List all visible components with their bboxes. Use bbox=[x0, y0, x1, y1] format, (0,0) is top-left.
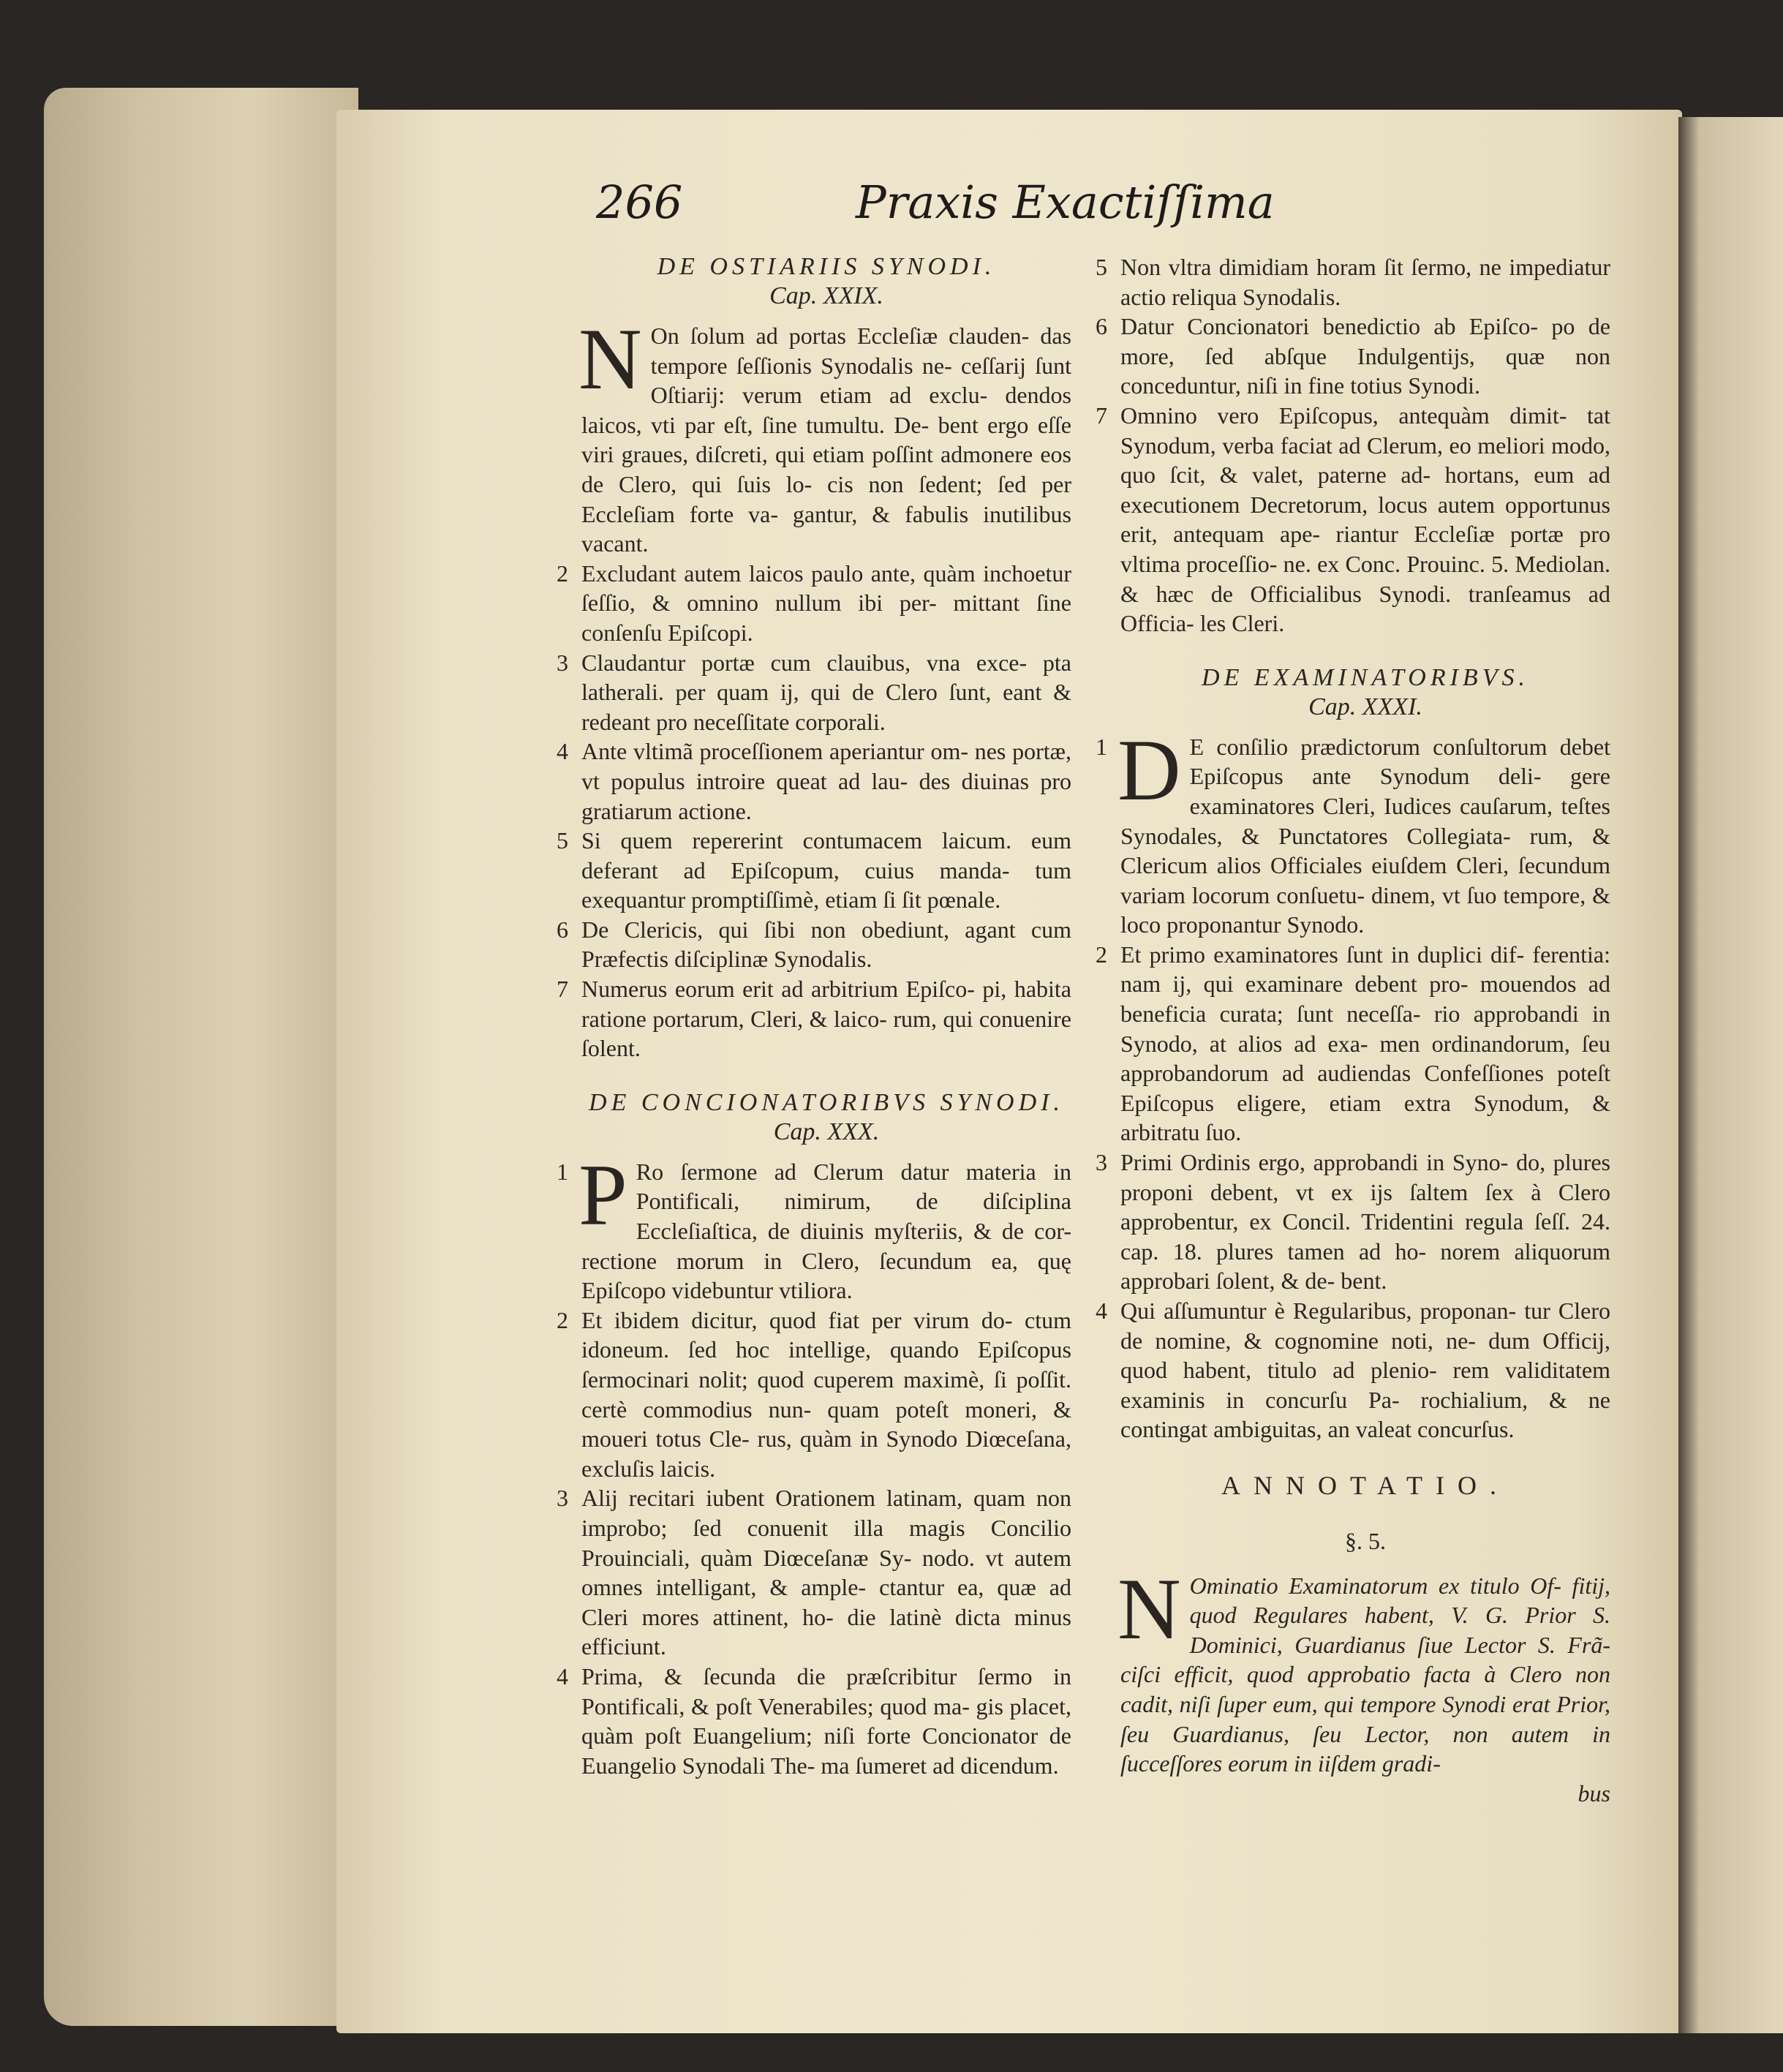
left-column bbox=[557, 252, 1071, 1780]
paragraph-text: Excludant autem laicos paulo ante, quàm inchoetur ſeſſio, & omnino nullum ibi per- mittant ſine conſenſu Epiſcopi. bbox=[581, 560, 1071, 646]
drop-cap: N bbox=[1117, 1559, 1181, 1657]
paragraph-number: 7 bbox=[1096, 402, 1107, 429]
paragraph-number: 4 bbox=[557, 738, 568, 765]
paragraph bbox=[1096, 940, 1610, 1148]
paragraph bbox=[1096, 720, 1610, 940]
section-cap-xxix: Cap. XXIX. bbox=[769, 282, 883, 309]
paragraph-text: E conſilio prædictorum conſultorum debet Epiſcopus ante Synodum deli- gere examinatores Cleri, Iudices cauſarum, teſtes Synodales, & Punctatores Collegiata- rum, & Clericum alios Officiales eiuſdem Cleri, ſecundum variam locorum conſuetu- dinem, vt ſuo tempore, & loco proponantur Synodo. bbox=[1120, 733, 1610, 938]
page-number: 266 bbox=[596, 176, 683, 229]
paragraph-text: Claudantur portæ cum clauibus, vna exce- pta latherali. per quam ij, qui de Clero ſunt, eant & redeant pro neceſſitate corporali. bbox=[581, 649, 1071, 735]
paragraph-text: Ominatio Examinatorum ex titulo Of- fitij, quod Regulares habent, V. G. Prior S. Dominici, Guardianus ſiue Lector S. Frã- ciſci efficit, quod approbatio facta à Clero non cadit, niſi ſuper eum, qui tempore Synodi erat Prior, ſeu Guardianus, ſeu Lector, non autem in ſucceſſores eorum in iiſdem gradi- bbox=[1120, 1572, 1610, 1777]
section-title-concionatoribus: DE CONCIONATORIBVS SYNODI. bbox=[589, 1088, 1064, 1116]
paragraph-text: Et primo examinatores ſunt in duplici dif- ferentia: nam ij, qui examinare debent pro- mouendos ad beneficia curata; ſunt neceſſa- rio approbandi in Synodo, at alios ad exa- men ordinandorum, ſeu approbandorum ad audiendas Confeſſiones poteſt Epiſcopus eligere, etiam extra Synodum, & arbitratu ſuo. bbox=[1120, 941, 1610, 1146]
paragraph-text: Numerus eorum erit ad arbitrium Epiſco- pi, habita ratione portarum, Cleri, & laico- rum, qui conuenire ſolent. bbox=[581, 976, 1071, 1062]
paragraph-text: Si quem repererint contumacem laicum. eum deferant ad Epiſcopum, cuius manda- tum exequantur promptiſſimè, etiam ſi ſit pœnale. bbox=[581, 827, 1071, 913]
right-column bbox=[1096, 252, 1610, 1808]
drop-cap: P bbox=[578, 1145, 627, 1243]
paragraph-number: 3 bbox=[1096, 1149, 1107, 1176]
paragraph-number: 2 bbox=[557, 1306, 568, 1333]
paragraph-number: 1 bbox=[1096, 733, 1107, 760]
section-cap-xxx: Cap. XXX. bbox=[773, 1118, 880, 1145]
paragraph-text: De Clericis, qui ſibi non obediunt, agant cum Præfectis diſciplinæ Synodalis. bbox=[581, 916, 1071, 973]
drop-cap: D bbox=[1117, 720, 1181, 818]
paragraph-number: 5 bbox=[1096, 254, 1107, 280]
spacer bbox=[581, 1063, 1071, 1088]
drop-cap: N bbox=[578, 310, 642, 407]
paragraph bbox=[557, 1483, 1071, 1662]
paragraph-text: Ante vltimã proceſſionem aperiantur om- nes portæ, vt populus introire queat ad lau- des diuinas pro gratiarum actione. bbox=[581, 738, 1071, 824]
annotatio-section-mark: §. 5. bbox=[1345, 1527, 1386, 1554]
paragraph-text: Ro ſermone ad Clerum datur materia in Pontificali, nimirum, de diſciplina Eccleſiaſtica, de diuinis myſteriis, & de cor- rectione morum in Clero, ſecundum ea, quę Epiſcopo videbuntur vtiliora. bbox=[581, 1158, 1071, 1304]
paragraph-text: Alij recitari iubent Orationem latinam, quam non improbo; ſed conuenit illa magis Concilio Prouinciali, quàm Diœceſanæ Sy- nodo. vt autem omnes intelligant, & ample- ctantur ea, quæ ad Cleri mores attinent, ho- die latinè dicta minus efficiunt. bbox=[581, 1485, 1071, 1660]
paragraph-text: Et ibidem dicitur, quod fiat per virum do- ctum idoneum. ſed hoc intellige, quando Epiſcopus ſermocinari nolit; quod cuperem maximè, ſi poſſit. certè commodius nun- quam poteſt moneri, & moueri totus Cle- rus, quàm in Synodo Diœceſana, excluſis laicis. bbox=[581, 1306, 1071, 1482]
paragraph bbox=[557, 974, 1071, 1063]
paragraph-text: Omnino vero Epiſcopus, antequàm dimit- tat Synodum, verba faciat ad Clerum, eo meliori modo, quo ſcit, & valet, paterne ad- hortans, eum ad executionem Decretorum, locus autem opportunus erit, antequam ape- riantur Eccleſiæ portæ pro vltima proceſſio- ne. ex Conc. Prouinc. 5. Mediolan. & hæc de Officialibus Synodi. tranſeamus ad Officia- les Cleri. bbox=[1120, 402, 1610, 637]
paragraph bbox=[578, 310, 1071, 559]
paragraph-text: Primi Ordinis ergo, approbandi in Syno- do, plures proponi debent, vt ex ijs ſaltem ſex à Clero approbentur, ex Concil. Tridentini regula ſeſſ. 24. cap. 18. plures tamen ad ho- norem aliquorum approbari ſolent, & de- bent. bbox=[1120, 1149, 1610, 1295]
paragraph-text: Datur Concionatori benedictio ab Epiſco- po de more, ſed abſque Indulgentijs, quæ non conceduntur, niſi in fine totius Synodi. bbox=[1120, 313, 1610, 399]
paragraph bbox=[557, 915, 1071, 974]
paragraph-number: 5 bbox=[557, 827, 568, 854]
paragraph-number: 1 bbox=[557, 1158, 568, 1185]
paragraph-number: 2 bbox=[557, 560, 568, 587]
paragraph-number: 6 bbox=[557, 916, 568, 943]
paragraph bbox=[1096, 252, 1610, 312]
running-title: Praxis Exactiſſima bbox=[856, 176, 1275, 229]
running-head bbox=[0, 176, 1783, 234]
paragraph-number: 6 bbox=[1096, 313, 1107, 340]
paragraph-number: 2 bbox=[1096, 941, 1107, 968]
paragraph-text: On ſolum ad portas Eccleſiæ clauden- das tempore ſeſſionis Synodalis ne- ceſſarij ſunt Oſtiarij: verum etiam ad exclu- dendos laicos, vti par eſt, ſine tumultu. De- bent ergo eſſe viri graues, diſcreti, qui etiam poſſint admonere eos de Clero, qui ſuis lo- cis non ſedent; ſed per Eccleſiam forte va- gantur, & fabulis inutilibus vacant. bbox=[581, 323, 1071, 557]
section-title-examinatoribus: DE EXAMINATORIBVS. bbox=[1202, 663, 1529, 691]
book-page-edges bbox=[44, 88, 358, 2026]
annotatio-heading: ANNOTATIO. bbox=[1221, 1470, 1510, 1500]
paragraph bbox=[557, 1145, 1071, 1306]
facing-page-sliver bbox=[1678, 117, 1783, 2033]
paragraph-number: 4 bbox=[1096, 1297, 1107, 1324]
paragraph-number: 3 bbox=[557, 649, 568, 676]
annotatio-paragraph bbox=[1117, 1559, 1610, 1779]
paragraph bbox=[557, 559, 1071, 648]
spacer bbox=[1120, 638, 1610, 663]
paragraph-text: Prima, & ſecunda die præſcribitur ſermo in Pontificali, & poſt Venerabiles; quod ma- gis placet, quàm poſt Euangelium; niſi forte Concionator de Euangelio Synodali The- ma ſumeret ad dicendum. bbox=[581, 1662, 1071, 1779]
paragraph-number: 3 bbox=[557, 1485, 568, 1512]
paragraph-number: 4 bbox=[557, 1662, 568, 1689]
paragraph bbox=[1096, 401, 1610, 638]
paragraph bbox=[557, 648, 1071, 737]
paragraph-number: 7 bbox=[557, 976, 568, 1003]
paragraph-text: Qui aſſumuntur è Regularibus, proponan- tur Clero de nomine, & cognomine noti, ne- dum Officij, quod habent, titulo ad plenio- rem validitatem examinis in concurſu Pa- rochialium, & ne contingat ambiguitas, an valeat concurſus. bbox=[1120, 1297, 1610, 1443]
paragraph bbox=[557, 826, 1071, 915]
section-title-ostiariis: DE OSTIARIIS SYNODI. bbox=[657, 253, 996, 280]
catchword: bus bbox=[1577, 1779, 1610, 1807]
paragraph bbox=[1096, 1296, 1610, 1444]
paragraph bbox=[557, 1662, 1071, 1780]
paragraph bbox=[1096, 1148, 1610, 1296]
section-cap-xxxi: Cap. XXXI. bbox=[1308, 693, 1422, 720]
paragraph bbox=[557, 736, 1071, 826]
paragraph bbox=[557, 1306, 1071, 1484]
paragraph-text: Non vltra dimidiam horam ſit ſermo, ne impediatur actio reliqua Synodalis. bbox=[1120, 254, 1610, 310]
paragraph bbox=[1096, 312, 1610, 401]
